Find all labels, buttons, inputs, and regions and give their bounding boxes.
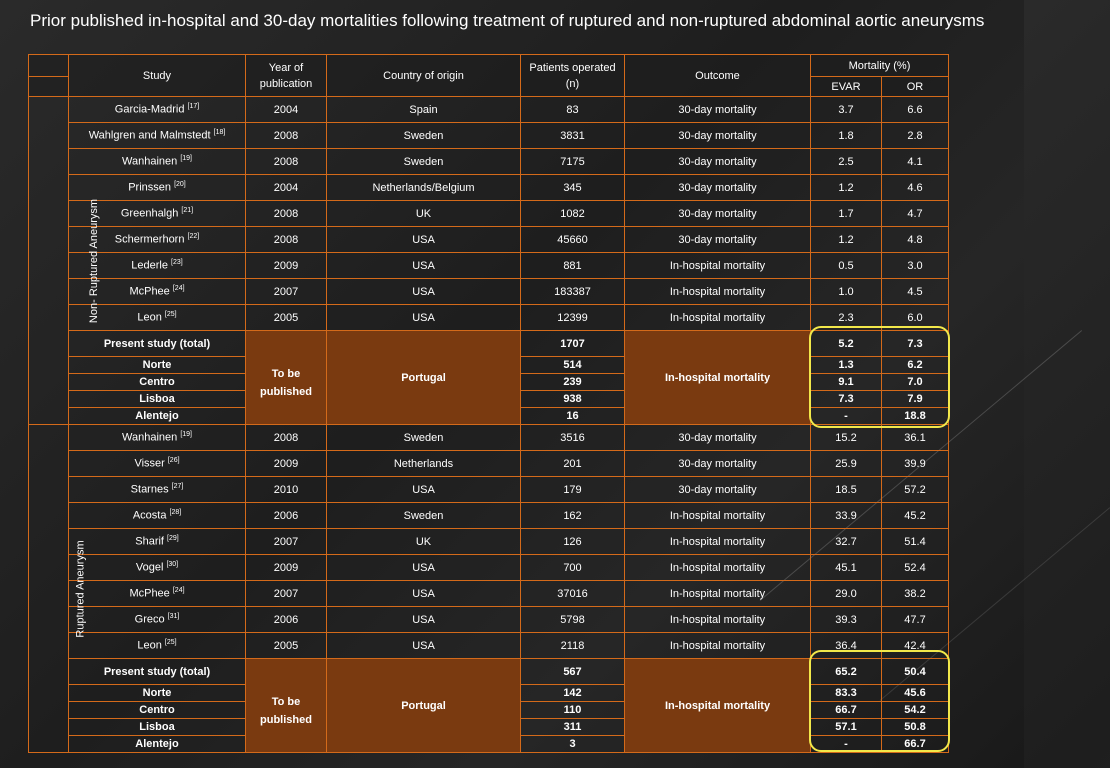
outcome-cell: 30-day mortality: [625, 175, 811, 201]
evar-cell: 2.5: [811, 149, 882, 175]
region-patients: 142: [521, 685, 625, 702]
study-name: Wanhainen: [122, 155, 181, 168]
evar-cell: 36.4: [811, 633, 882, 659]
region-patients: 311: [521, 719, 625, 736]
present-country-cell: Portugal: [327, 659, 521, 753]
region-name: Alentejo: [69, 408, 246, 425]
patients-cell: 3831: [521, 123, 625, 149]
study-cell: [69, 425, 246, 451]
study-name: Sharif: [135, 535, 168, 548]
study-name: Garcia-Madrid: [114, 103, 188, 116]
or-cell: 52.4: [882, 555, 949, 581]
table-row: [29, 253, 949, 279]
header-mortality: Mortality (%): [811, 55, 949, 77]
country-cell: UK: [327, 201, 521, 227]
or-cell: 2.8: [882, 123, 949, 149]
region-evar: 1.3: [811, 357, 882, 374]
evar-cell: 29.0: [811, 581, 882, 607]
or-cell: 45.2: [882, 503, 949, 529]
patients-cell: 1082: [521, 201, 625, 227]
header-or: OR: [882, 77, 949, 97]
patients-cell: 126: [521, 529, 625, 555]
region-name: Centro: [69, 374, 246, 391]
evar-cell: 39.3: [811, 607, 882, 633]
country-cell: USA: [327, 633, 521, 659]
year-cell: 2008: [246, 201, 327, 227]
year-cell: 2004: [246, 97, 327, 123]
study-reference: [19]: [180, 431, 192, 439]
region-evar: 66.7: [811, 702, 882, 719]
region-name: Centro: [69, 702, 246, 719]
header-evar: EVAR: [811, 77, 882, 97]
study-name: Wahlgren and Malmstedt: [88, 129, 214, 142]
or-cell: 47.7: [882, 607, 949, 633]
study-name: Greco: [134, 613, 168, 626]
year-cell: 2004: [246, 175, 327, 201]
study-cell: [69, 529, 246, 555]
year-cell: 2009: [246, 555, 327, 581]
region-evar: -: [811, 408, 882, 425]
outcome-cell: In-hospital mortality: [625, 503, 811, 529]
study-reference: [31]: [167, 613, 180, 621]
study-cell: [69, 503, 246, 529]
evar-cell: 2.3: [811, 305, 882, 331]
present-outcome-cell: In-hospital mortality: [625, 331, 811, 425]
year-cell: 2007: [246, 279, 327, 305]
table-row: [29, 305, 949, 331]
study-cell: [69, 633, 246, 659]
outcome-cell: In-hospital mortality: [625, 607, 811, 633]
outcome-cell: In-hospital mortality: [625, 253, 811, 279]
study-cell: [69, 451, 246, 477]
study-name: Leon: [137, 639, 165, 652]
or-cell: 39.9: [882, 451, 949, 477]
patients-cell: 5798: [521, 607, 625, 633]
year-cell: 2009: [246, 253, 327, 279]
evar-cell: 45.1: [811, 555, 882, 581]
study-name: Schermerhorn: [114, 233, 188, 246]
patients-cell: 201: [521, 451, 625, 477]
evar-cell: 32.7: [811, 529, 882, 555]
table-row: [29, 279, 949, 305]
study-cell: [69, 149, 246, 175]
country-cell: Sweden: [327, 123, 521, 149]
present-patients-cell: 1707: [521, 331, 625, 357]
region-evar: -: [811, 736, 882, 753]
outcome-cell: In-hospital mortality: [625, 555, 811, 581]
country-cell: Netherlands: [327, 451, 521, 477]
study-reference: [19]: [180, 155, 192, 163]
region-or: 18.8: [882, 408, 949, 425]
study-name: McPhee: [129, 587, 173, 600]
or-cell: 42.4: [882, 633, 949, 659]
evar-cell: 25.9: [811, 451, 882, 477]
header-corner-lower: [29, 77, 69, 97]
outcome-cell: In-hospital mortality: [625, 305, 811, 331]
table-row: [29, 201, 949, 227]
patients-cell: 345: [521, 175, 625, 201]
year-cell: 2005: [246, 305, 327, 331]
outcome-cell: 30-day mortality: [625, 477, 811, 503]
study-reference: [28]: [169, 509, 182, 517]
present-outcome-cell: In-hospital mortality: [625, 659, 811, 753]
outcome-cell: 30-day mortality: [625, 149, 811, 175]
region-patients: 938: [521, 391, 625, 408]
region-patients: 16: [521, 408, 625, 425]
present-year: To be published: [260, 367, 312, 398]
region-name: Lisboa: [69, 391, 246, 408]
group-label: Non- Ruptured Aneurysm: [88, 198, 101, 323]
country-cell: USA: [327, 279, 521, 305]
region-or: 50.8: [882, 719, 949, 736]
study-name: McPhee: [129, 285, 173, 298]
or-cell: 4.5: [882, 279, 949, 305]
study-cell: [69, 175, 246, 201]
evar-cell: 1.8: [811, 123, 882, 149]
study-name: Visser: [134, 457, 168, 470]
country-cell: USA: [327, 253, 521, 279]
study-reference: [24]: [172, 285, 185, 293]
table-row: [29, 451, 949, 477]
present-year-cell: [246, 659, 327, 753]
present-or-cell: 50.4: [882, 659, 949, 685]
country-cell: USA: [327, 305, 521, 331]
patients-cell: 2118: [521, 633, 625, 659]
or-cell: 4.7: [882, 201, 949, 227]
region-patients: 239: [521, 374, 625, 391]
table-row: [29, 123, 949, 149]
evar-cell: 1.2: [811, 227, 882, 253]
year-cell: 2006: [246, 607, 327, 633]
region-or: 45.6: [882, 685, 949, 702]
or-cell: 6.6: [882, 97, 949, 123]
year-cell: 2006: [246, 503, 327, 529]
table-row: [29, 607, 949, 633]
outcome-cell: 30-day mortality: [625, 97, 811, 123]
or-cell: 6.0: [882, 305, 949, 331]
present-study-row: [29, 659, 949, 685]
year-cell: 2007: [246, 581, 327, 607]
country-cell: UK: [327, 529, 521, 555]
study-cell: [69, 477, 246, 503]
evar-cell: 0.5: [811, 253, 882, 279]
patients-cell: 881: [521, 253, 625, 279]
evar-cell: 33.9: [811, 503, 882, 529]
region-evar: 7.3: [811, 391, 882, 408]
region-patients: 3: [521, 736, 625, 753]
table-row: [29, 633, 949, 659]
header-corner: [29, 55, 69, 77]
table-row: [29, 97, 949, 123]
patients-cell: 3516: [521, 425, 625, 451]
study-cell: [69, 97, 246, 123]
country-cell: Sweden: [327, 503, 521, 529]
header-country: Country of origin: [327, 55, 521, 97]
year-cell: 2007: [246, 529, 327, 555]
present-or-cell: 7.3: [882, 331, 949, 357]
or-cell: 4.1: [882, 149, 949, 175]
header-outcome: Outcome: [625, 55, 811, 97]
outcome-cell: 30-day mortality: [625, 425, 811, 451]
outcome-cell: 30-day mortality: [625, 451, 811, 477]
outcome-cell: In-hospital mortality: [625, 633, 811, 659]
study-reference: [25]: [164, 311, 177, 319]
or-cell: 57.2: [882, 477, 949, 503]
patients-cell: 83: [521, 97, 625, 123]
country-cell: USA: [327, 477, 521, 503]
patients-cell: 700: [521, 555, 625, 581]
group-label: Ruptured Aneurysm: [74, 539, 87, 638]
study-name: Wanhainen: [122, 431, 181, 444]
or-cell: 36.1: [882, 425, 949, 451]
table-row: [29, 581, 949, 607]
patients-cell: 183387: [521, 279, 625, 305]
outcome-cell: In-hospital mortality: [625, 581, 811, 607]
study-name: Starnes: [130, 483, 172, 496]
study-name: Greenhalgh: [120, 207, 182, 220]
patients-cell: 45660: [521, 227, 625, 253]
or-cell: 3.0: [882, 253, 949, 279]
table-row: [29, 477, 949, 503]
mortality-table: [28, 54, 949, 753]
region-or: 7.9: [882, 391, 949, 408]
study-reference: [17]: [187, 103, 200, 111]
study-reference: [26]: [167, 457, 180, 465]
study-reference: [29]: [167, 535, 179, 543]
region-name: Alentejo: [69, 736, 246, 753]
study-name: Prinssen: [128, 181, 175, 194]
group-label-cell: [29, 97, 101, 425]
year-cell: 2010: [246, 477, 327, 503]
header-year: Year of publication: [246, 55, 327, 97]
slide-title: Prior published in-hospital and 30-day mortalities following treatment of ruptured and non-ruptured abdominal aortic aneurysms: [30, 11, 985, 30]
study-name: Leon: [137, 311, 165, 324]
present-country-cell: Portugal: [327, 331, 521, 425]
study-reference: [24]: [172, 587, 185, 595]
region-or: 6.2: [882, 357, 949, 374]
evar-cell: 1.0: [811, 279, 882, 305]
table-row: [29, 227, 949, 253]
study-cell: [69, 555, 246, 581]
country-cell: USA: [327, 555, 521, 581]
region-or: 7.0: [882, 374, 949, 391]
study-cell: [69, 607, 246, 633]
present-evar-cell: 65.2: [811, 659, 882, 685]
header-study: Study: [69, 55, 246, 97]
year-cell: 2008: [246, 227, 327, 253]
group-label-cell: [29, 425, 87, 753]
study-reference: [25]: [164, 639, 177, 647]
study-reference: [18]: [213, 129, 226, 137]
outcome-cell: 30-day mortality: [625, 201, 811, 227]
country-cell: USA: [327, 581, 521, 607]
patients-cell: 179: [521, 477, 625, 503]
table-row: [29, 503, 949, 529]
present-study-label: Present study (total): [69, 331, 246, 357]
study-reference: [20]: [174, 181, 186, 189]
country-cell: USA: [327, 227, 521, 253]
study-name: Lederle: [131, 259, 172, 272]
or-cell: 4.8: [882, 227, 949, 253]
evar-cell: 1.7: [811, 201, 882, 227]
region-or: 66.7: [882, 736, 949, 753]
country-cell: Spain: [327, 97, 521, 123]
evar-cell: 15.2: [811, 425, 882, 451]
year-cell: 2009: [246, 451, 327, 477]
table-row: [29, 425, 949, 451]
country-cell: USA: [327, 607, 521, 633]
study-reference: [27]: [171, 483, 184, 491]
or-cell: 51.4: [882, 529, 949, 555]
study-cell: [69, 581, 246, 607]
country-cell: Netherlands/Belgium: [327, 175, 521, 201]
patients-cell: 37016: [521, 581, 625, 607]
present-study-label: Present study (total): [69, 659, 246, 685]
patients-cell: 12399: [521, 305, 625, 331]
region-patients: 110: [521, 702, 625, 719]
year-cell: 2008: [246, 149, 327, 175]
study-reference: [22]: [187, 233, 200, 241]
evar-cell: 18.5: [811, 477, 882, 503]
present-study-row: [29, 331, 949, 357]
outcome-cell: 30-day mortality: [625, 123, 811, 149]
study-cell: [69, 123, 246, 149]
region-patients: 514: [521, 357, 625, 374]
outcome-cell: In-hospital mortality: [625, 529, 811, 555]
study-reference: [30]: [166, 561, 179, 569]
region-evar: 83.3: [811, 685, 882, 702]
region-name: Norte: [69, 357, 246, 374]
country-cell: Sweden: [327, 425, 521, 451]
or-cell: 38.2: [882, 581, 949, 607]
outcome-cell: 30-day mortality: [625, 227, 811, 253]
patients-cell: 7175: [521, 149, 625, 175]
outcome-cell: In-hospital mortality: [625, 279, 811, 305]
patients-cell: 162: [521, 503, 625, 529]
study-reference: [21]: [181, 207, 194, 215]
country-cell: Sweden: [327, 149, 521, 175]
present-patients-cell: 567: [521, 659, 625, 685]
present-evar-cell: 5.2: [811, 331, 882, 357]
table-row: [29, 529, 949, 555]
study-name: Acosta: [132, 509, 170, 522]
region-name: Lisboa: [69, 719, 246, 736]
header-patients: Patients operated (n): [521, 55, 625, 97]
study-reference: [23]: [171, 259, 183, 267]
table-row: [29, 555, 949, 581]
present-year-cell: [246, 331, 327, 425]
present-year: To be published: [260, 695, 312, 726]
region-evar: 57.1: [811, 719, 882, 736]
region-evar: 9.1: [811, 374, 882, 391]
table-row: [29, 149, 949, 175]
year-cell: 2008: [246, 123, 327, 149]
region-or: 54.2: [882, 702, 949, 719]
year-cell: 2008: [246, 425, 327, 451]
evar-cell: 3.7: [811, 97, 882, 123]
evar-cell: 1.2: [811, 175, 882, 201]
year-cell: 2005: [246, 633, 327, 659]
region-name: Norte: [69, 685, 246, 702]
study-name: Vogel: [135, 561, 167, 574]
or-cell: 4.6: [882, 175, 949, 201]
table-row: [29, 175, 949, 201]
